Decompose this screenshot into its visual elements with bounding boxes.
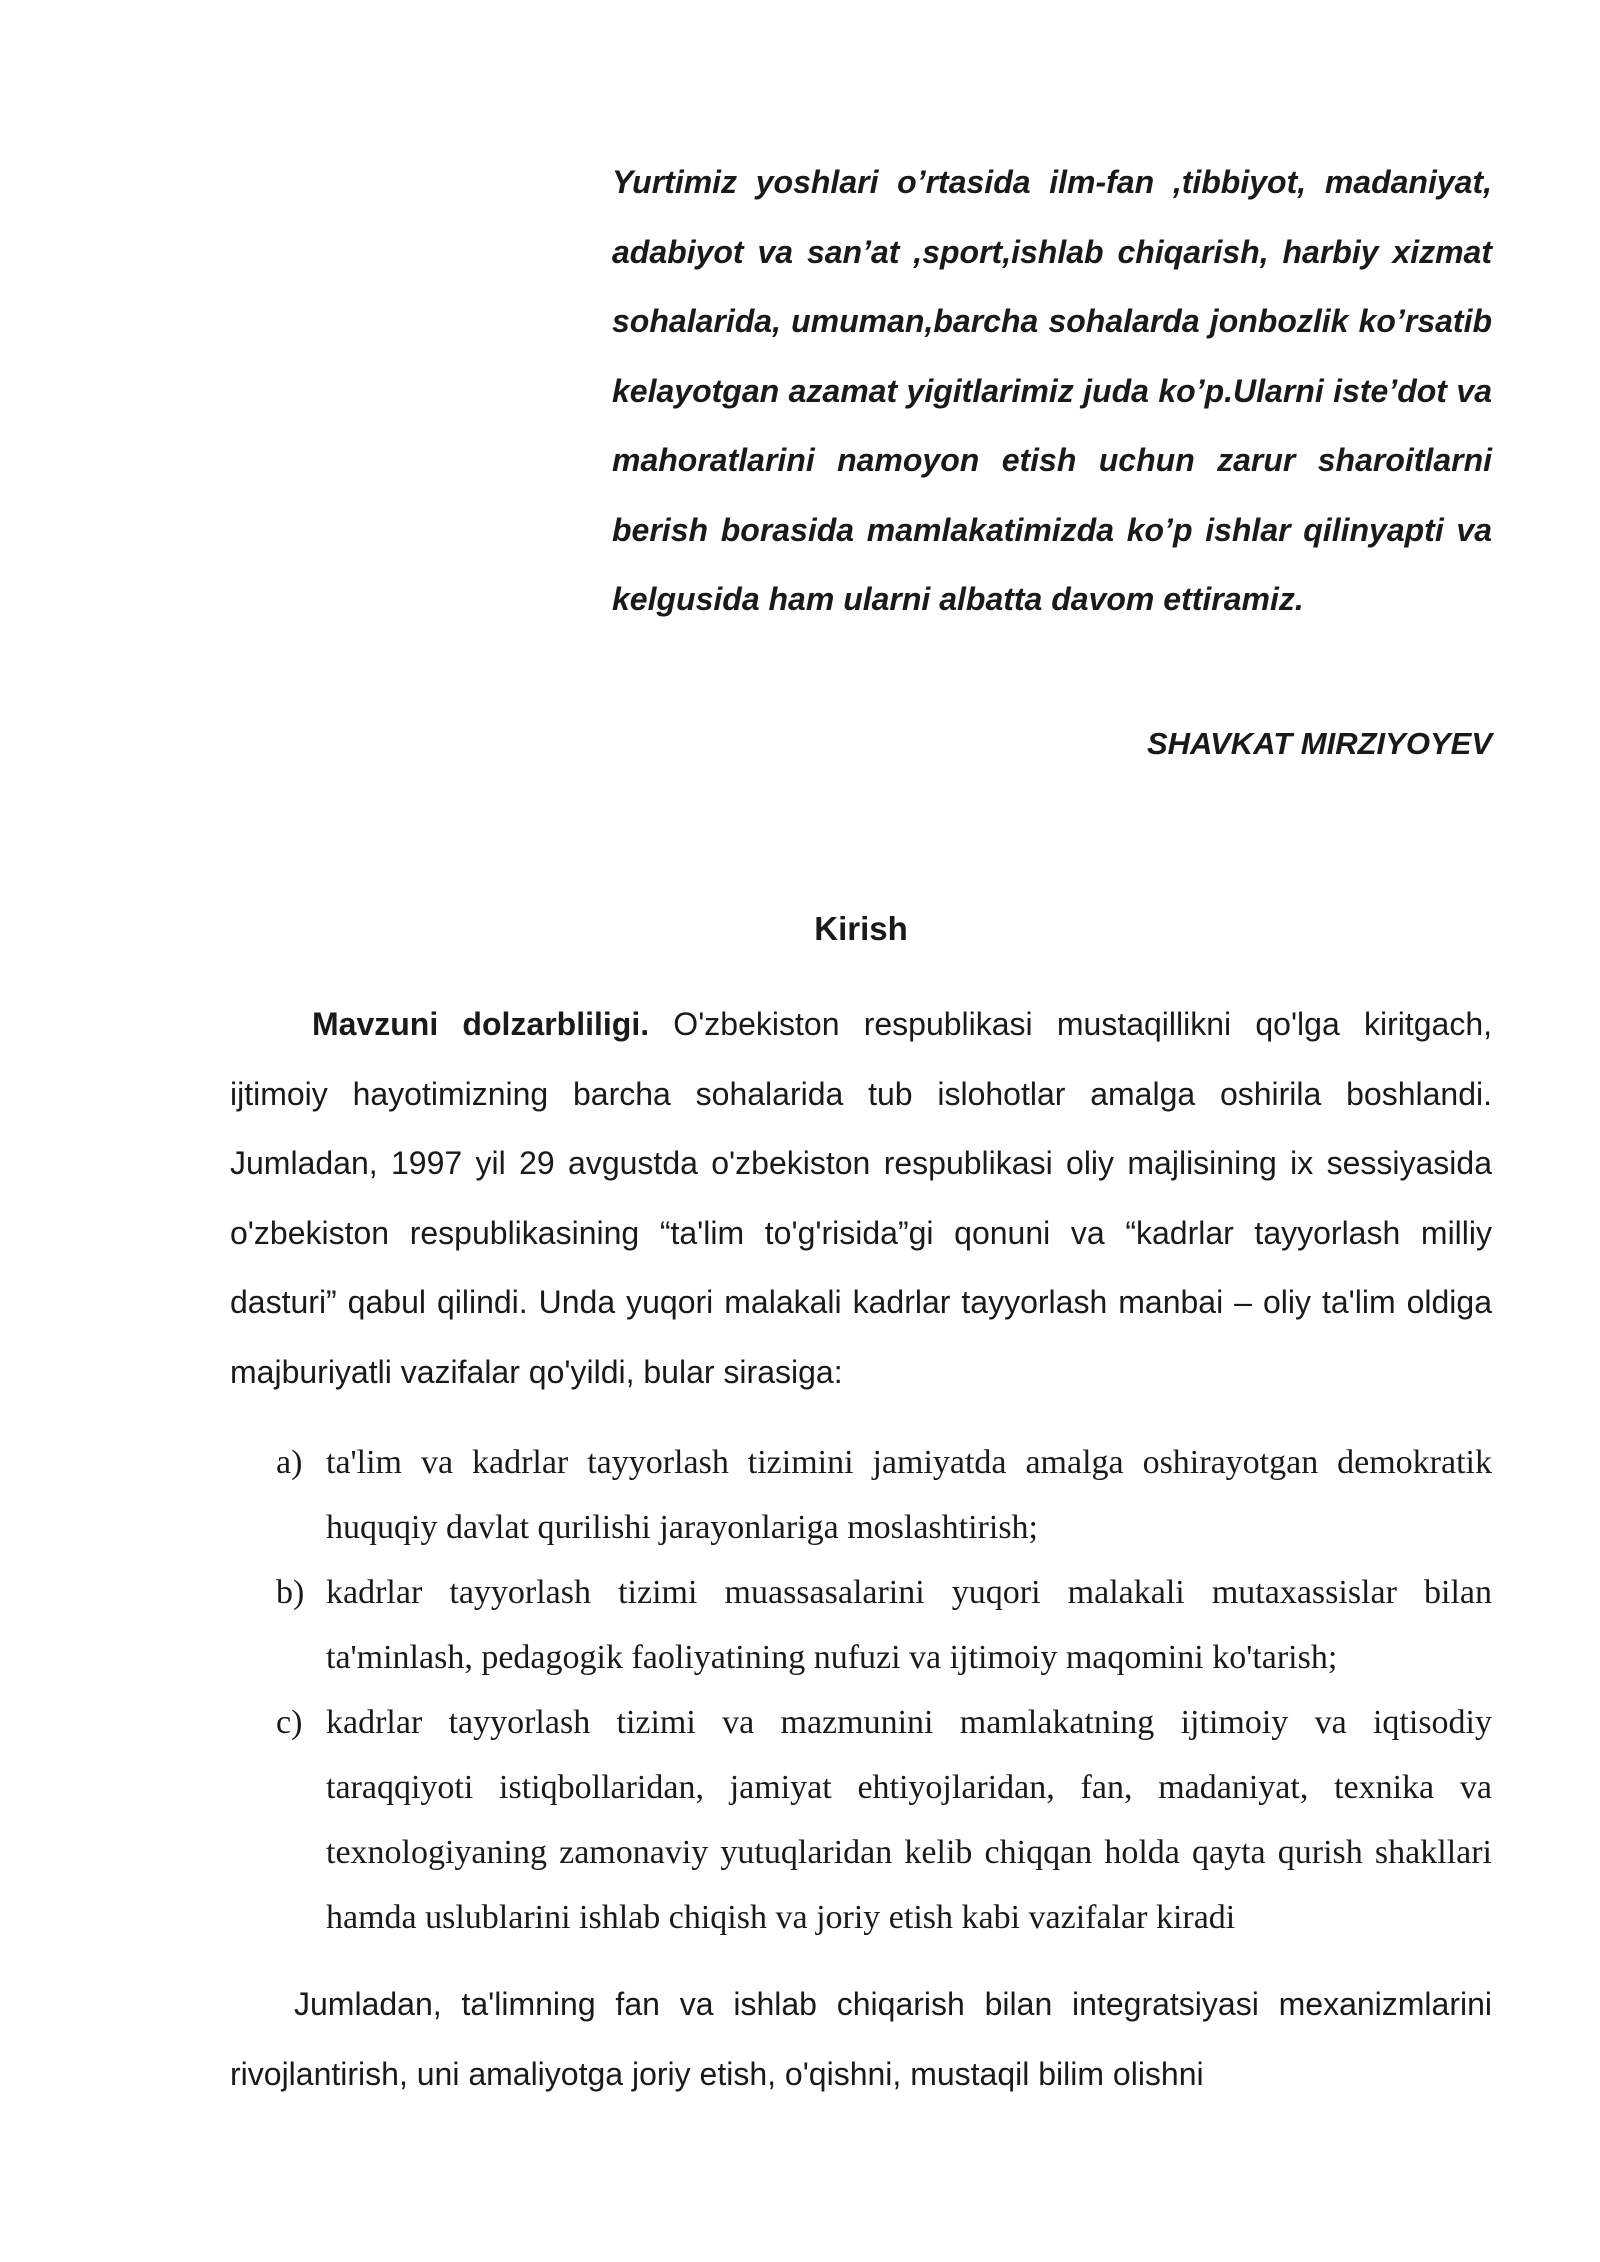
epigraph-author: SHAVKAT MIRZIYOYEV [1146, 726, 1492, 761]
closing-paragraph: Jumladan, ta'limning fan va ishlab chiqarish bilan integratsiyasi mexanizmlarini rivojlantirish, uni amaliyotga joriy etish, o'qishni, mustaqil bilim olishni [230, 1986, 1492, 2092]
epigraph-quote: Yurtimiz yoshlari o’rtasida ilm-fan ,tibbiyot, madaniyat, adabiyot va san’at ,sport,ishlab chiqarish, harbiy xizmat sohalarida, umuman,barcha sohalarda jonbozlik ko’rsatib kelayotgan azamat yigitlarimiz juda ko’p.Ularni iste’dot va mahoratlarini namoyon etish uchun zarur sharoitlarni berish borasida mamlakatimizda ko’p ishlar qilinyapti va kelgusida ham ularni albatta davom ettiramiz. [612, 164, 1492, 617]
list-marker: a) [276, 1444, 303, 1481]
intro-text: O'zbekiston respublikasi mustaqillikni qo'lga kiritgach, ijtimoiy hayotimizning barcha sohalarida tub islohotlar amalga oshirila boshlandi. Jumladan, 1997 yil 29 avgustda o'zbekiston respublikasi oliy majlisining ix sessiyasida o'zbekiston respublikasining “ta'lim to'g'risida”gi qonuni va “kadrlar tayyorlash milliy dasturi” qabul qilindi. Unda yuqori malakali kadrlar tayyorlash manbai – oliy ta'lim oldiga majburiyatli vazifalar qo'yildi, bular sirasiga: [230, 1006, 1493, 1390]
list-item-text: kadrlar tayyorlash tizimi va mazmunini mamlakatning ijtimoiy va iqtisodiy taraqqiyoti istiqbollaridan, jamiyat ehtiyojlaridan, fan, madaniyat, texnika va texnologiyaning zamonaviy yutuqlaridan kelib chiqqan holda qayta qurish shakllari hamda uslublarini ishlab chiqish va joriy etish kabi vazifalar kiradi [326, 1704, 1492, 1936]
section-heading: Kirish [814, 910, 908, 947]
list-marker: c) [276, 1704, 303, 1741]
list-item-text: kadrlar tayyorlash tizimi muassasalarini yuqori malakali mutaxassislar bilan ta'minlash, pedagogik faoliyatining nufuzi va ijtimoiy maqomini ko'tarish; [326, 1574, 1492, 1676]
intro-paragraph [230, 990, 1492, 1407]
list-item [230, 1430, 1492, 1560]
list-marker: b) [276, 1574, 305, 1611]
list-item [230, 1560, 1492, 1690]
intro-lead: Mavzuni dolzarbliligi. [312, 1006, 650, 1042]
list-item-text: ta'lim va kadrlar tayyorlash tizimini jamiyatda amalga oshirayotgan demokratik huquqiy davlat qurilishi jarayonlariga moslashtirish; [326, 1444, 1492, 1546]
list-item [230, 1690, 1492, 1950]
task-list [230, 1430, 1492, 1950]
